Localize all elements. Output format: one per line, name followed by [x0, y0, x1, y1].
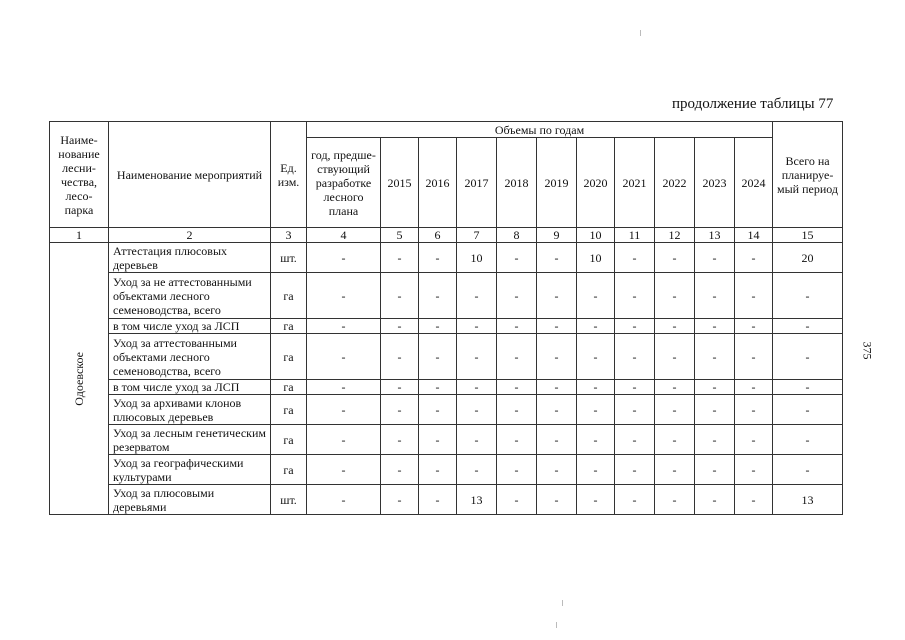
- value-cell: -: [497, 380, 537, 395]
- value-cell: -: [497, 395, 537, 425]
- table-caption: продолжение таблицы 77: [672, 96, 834, 112]
- value-cell: -: [381, 380, 419, 395]
- value-cell: -: [419, 485, 457, 515]
- value-cell: -: [419, 425, 457, 455]
- header-volumes: Объемы по годам: [307, 122, 773, 138]
- value-cell: -: [615, 425, 655, 455]
- total-cell: -: [773, 425, 843, 455]
- activity-name: Уход за не аттестованными объектами лесного семеноводства, всего: [109, 273, 271, 319]
- activity-name: Уход за географическими культурами: [109, 455, 271, 485]
- value-cell: -: [537, 425, 577, 455]
- value-cell: -: [577, 455, 615, 485]
- value-cell: -: [307, 243, 381, 273]
- header-year: 2023: [695, 138, 735, 228]
- value-cell: 13: [457, 485, 497, 515]
- header-year: 2024: [735, 138, 773, 228]
- value-cell: -: [577, 334, 615, 380]
- header-prev-year: год, предше-ствующий разработке лесного плана: [307, 138, 381, 228]
- value-cell: -: [381, 455, 419, 485]
- value-cell: -: [307, 380, 381, 395]
- unit-cell: га: [271, 319, 307, 334]
- header-year: 2020: [577, 138, 615, 228]
- unit-cell: га: [271, 395, 307, 425]
- total-cell: 20: [773, 243, 843, 273]
- value-cell: -: [307, 273, 381, 319]
- value-cell: -: [457, 425, 497, 455]
- value-cell: -: [419, 319, 457, 334]
- value-cell: -: [655, 380, 695, 395]
- value-cell: -: [497, 334, 537, 380]
- value-cell: -: [381, 273, 419, 319]
- value-cell: -: [419, 334, 457, 380]
- unit-cell: га: [271, 380, 307, 395]
- table-row: [50, 425, 843, 455]
- value-cell: -: [537, 319, 577, 334]
- value-cell: -: [307, 395, 381, 425]
- table-row: [50, 485, 843, 515]
- value-cell: -: [497, 319, 537, 334]
- column-number: 11: [615, 228, 655, 243]
- value-cell: -: [537, 273, 577, 319]
- total-cell: -: [773, 455, 843, 485]
- header-year: 2018: [497, 138, 537, 228]
- value-cell: -: [537, 485, 577, 515]
- table-row: [50, 455, 843, 485]
- value-cell: -: [655, 243, 695, 273]
- value-cell: -: [419, 273, 457, 319]
- value-cell: -: [497, 273, 537, 319]
- value-cell: -: [735, 380, 773, 395]
- value-cell: -: [695, 425, 735, 455]
- value-cell: -: [695, 485, 735, 515]
- header-year: 2021: [615, 138, 655, 228]
- value-cell: -: [457, 395, 497, 425]
- total-cell: -: [773, 380, 843, 395]
- value-cell: 10: [457, 243, 497, 273]
- forestry-name: Одоевское: [72, 351, 86, 406]
- unit-cell: га: [271, 425, 307, 455]
- unit-cell: шт.: [271, 485, 307, 515]
- value-cell: -: [497, 425, 537, 455]
- value-cell: -: [537, 395, 577, 425]
- total-cell: -: [773, 273, 843, 319]
- table-row: [50, 380, 843, 395]
- value-cell: -: [537, 334, 577, 380]
- value-cell: -: [615, 485, 655, 515]
- column-number: 8: [497, 228, 537, 243]
- value-cell: -: [457, 334, 497, 380]
- value-cell: -: [307, 425, 381, 455]
- value-cell: 10: [577, 243, 615, 273]
- value-cell: -: [457, 380, 497, 395]
- header-year: 2022: [655, 138, 695, 228]
- page-number: 375: [860, 341, 875, 360]
- value-cell: -: [655, 395, 695, 425]
- column-number: 12: [655, 228, 695, 243]
- value-cell: -: [615, 380, 655, 395]
- column-number: 6: [419, 228, 457, 243]
- value-cell: -: [655, 485, 695, 515]
- table-row: [50, 243, 843, 273]
- value-cell: -: [615, 455, 655, 485]
- value-cell: -: [655, 273, 695, 319]
- total-cell: -: [773, 334, 843, 380]
- column-number: 13: [695, 228, 735, 243]
- column-number: 2: [109, 228, 271, 243]
- column-number: 9: [537, 228, 577, 243]
- total-cell: -: [773, 395, 843, 425]
- column-number: 10: [577, 228, 615, 243]
- value-cell: -: [577, 319, 615, 334]
- value-cell: -: [735, 425, 773, 455]
- activity-name: Уход за архивами клонов плюсовых деревьев: [109, 395, 271, 425]
- value-cell: -: [497, 455, 537, 485]
- value-cell: -: [655, 319, 695, 334]
- value-cell: -: [735, 395, 773, 425]
- forestry-cell: [50, 243, 109, 515]
- value-cell: -: [457, 273, 497, 319]
- value-cell: -: [307, 485, 381, 515]
- activity-name: в том числе уход за ЛСП: [109, 380, 271, 395]
- value-cell: -: [655, 455, 695, 485]
- column-number: 5: [381, 228, 419, 243]
- unit-cell: га: [271, 334, 307, 380]
- value-cell: -: [735, 334, 773, 380]
- value-cell: -: [735, 455, 773, 485]
- column-number: 15: [773, 228, 843, 243]
- header-unit: Ед. изм.: [271, 122, 307, 228]
- value-cell: -: [497, 243, 537, 273]
- value-cell: -: [577, 273, 615, 319]
- value-cell: -: [655, 334, 695, 380]
- scan-speck: [640, 30, 641, 36]
- value-cell: -: [497, 485, 537, 515]
- value-cell: -: [615, 319, 655, 334]
- value-cell: -: [577, 425, 615, 455]
- header-year: 2015: [381, 138, 419, 228]
- value-cell: -: [577, 485, 615, 515]
- column-number: 14: [735, 228, 773, 243]
- value-cell: -: [735, 273, 773, 319]
- value-cell: -: [537, 455, 577, 485]
- value-cell: -: [457, 455, 497, 485]
- header-year: 2017: [457, 138, 497, 228]
- unit-cell: га: [271, 273, 307, 319]
- value-cell: -: [537, 243, 577, 273]
- value-cell: -: [735, 243, 773, 273]
- total-cell: -: [773, 319, 843, 334]
- value-cell: -: [537, 380, 577, 395]
- value-cell: -: [381, 243, 419, 273]
- table-row: [50, 273, 843, 319]
- total-cell: 13: [773, 485, 843, 515]
- scan-speck: [556, 622, 557, 628]
- value-cell: -: [695, 395, 735, 425]
- activity-name: Аттестация плюсовых деревьев: [109, 243, 271, 273]
- value-cell: -: [419, 455, 457, 485]
- value-cell: -: [615, 243, 655, 273]
- value-cell: -: [419, 395, 457, 425]
- value-cell: -: [695, 243, 735, 273]
- column-number: 1: [50, 228, 109, 243]
- value-cell: -: [577, 395, 615, 425]
- value-cell: -: [419, 243, 457, 273]
- value-cell: -: [695, 273, 735, 319]
- table-row: [50, 395, 843, 425]
- value-cell: -: [381, 334, 419, 380]
- table-row: [50, 319, 843, 334]
- scan-speck: [562, 600, 563, 606]
- value-cell: -: [695, 380, 735, 395]
- unit-cell: шт.: [271, 243, 307, 273]
- value-cell: -: [695, 334, 735, 380]
- value-cell: -: [655, 425, 695, 455]
- value-cell: -: [381, 485, 419, 515]
- activity-name: Уход за лесным генетическим резерватом: [109, 425, 271, 455]
- value-cell: -: [381, 425, 419, 455]
- header-forestry: Наиме-нование лесни-чества, лесо-парка: [50, 122, 109, 228]
- value-cell: -: [615, 273, 655, 319]
- activity-name: Уход за плюсовыми деревьями: [109, 485, 271, 515]
- value-cell: -: [307, 319, 381, 334]
- header-activity: Наименование мероприятий: [109, 122, 271, 228]
- activity-name: в том числе уход за ЛСП: [109, 319, 271, 334]
- unit-cell: га: [271, 455, 307, 485]
- header-year: 2016: [419, 138, 457, 228]
- value-cell: -: [419, 380, 457, 395]
- value-cell: -: [577, 380, 615, 395]
- value-cell: -: [695, 455, 735, 485]
- value-cell: -: [615, 395, 655, 425]
- header-total: Всего на планируе-мый период: [773, 122, 843, 228]
- value-cell: -: [381, 319, 419, 334]
- table-row: [50, 334, 843, 380]
- value-cell: -: [735, 319, 773, 334]
- value-cell: -: [615, 334, 655, 380]
- value-cell: -: [307, 334, 381, 380]
- value-cell: -: [381, 395, 419, 425]
- value-cell: -: [695, 319, 735, 334]
- value-cell: -: [457, 319, 497, 334]
- plan-table: [49, 121, 843, 515]
- column-number: 3: [271, 228, 307, 243]
- activity-name: Уход за аттестованными объектами лесного семеноводства, всего: [109, 334, 271, 380]
- value-cell: -: [735, 485, 773, 515]
- value-cell: -: [307, 455, 381, 485]
- column-number: 7: [457, 228, 497, 243]
- column-number: 4: [307, 228, 381, 243]
- header-year: 2019: [537, 138, 577, 228]
